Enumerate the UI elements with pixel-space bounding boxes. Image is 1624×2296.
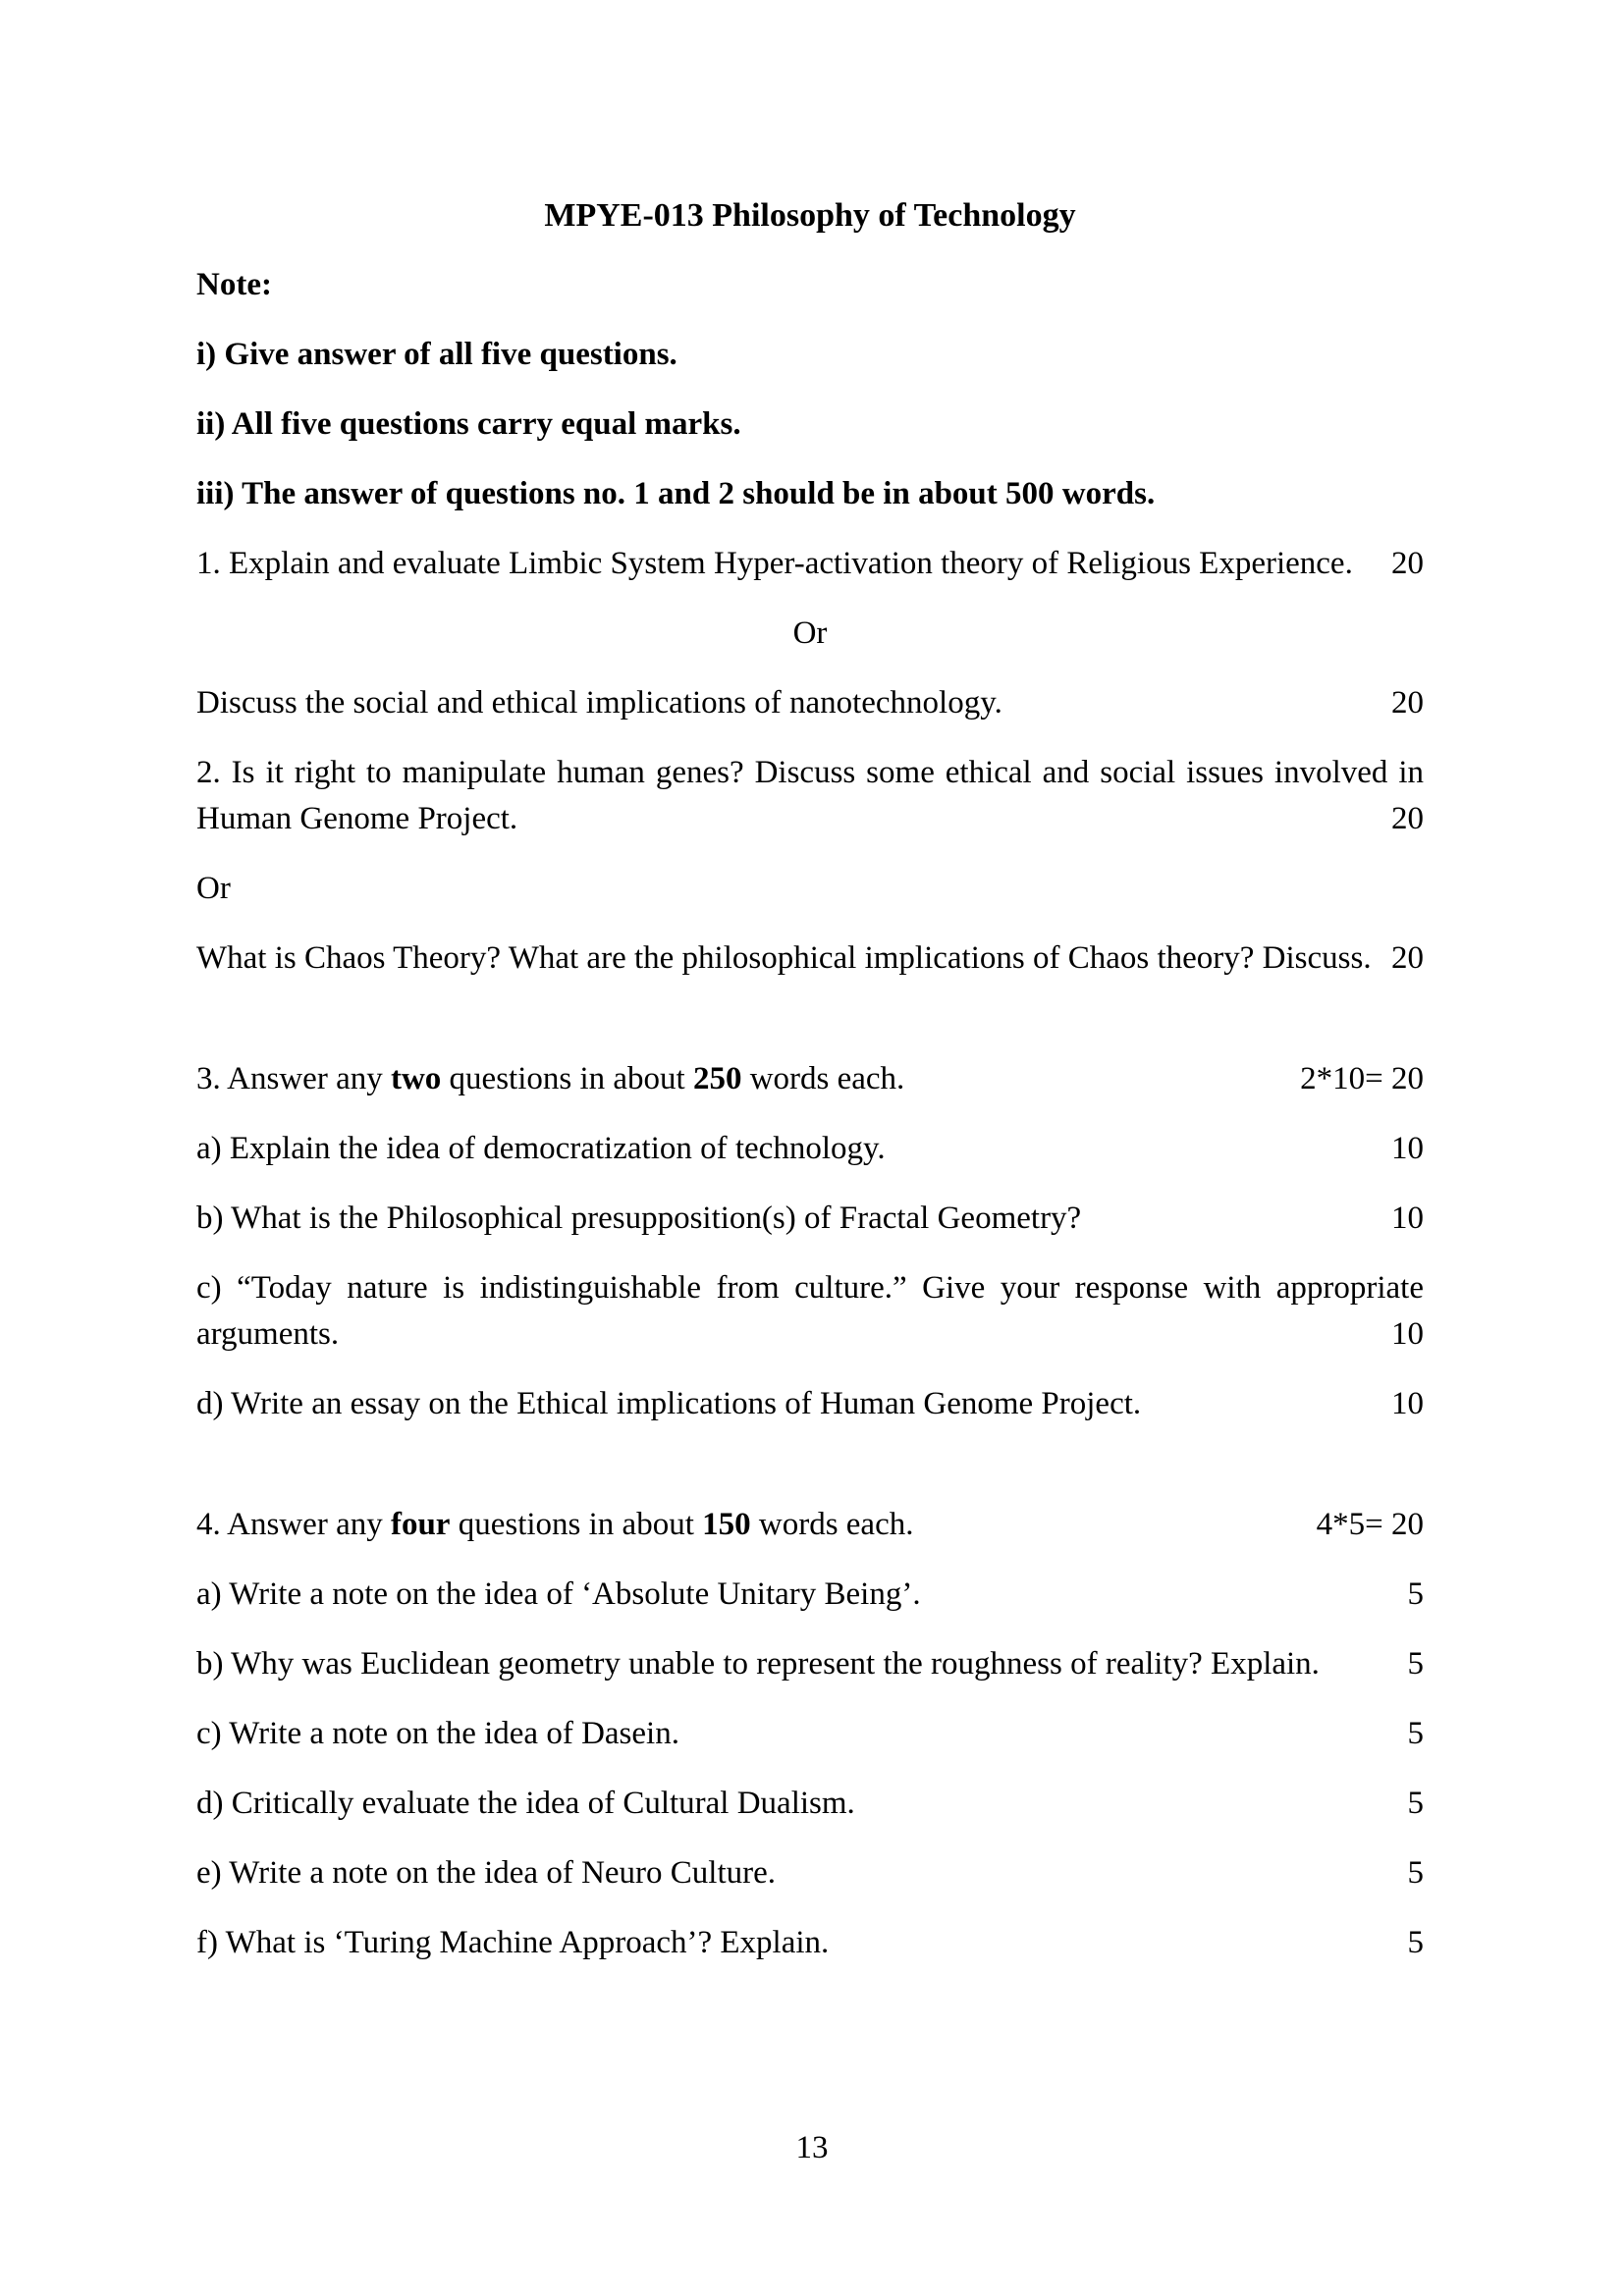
question-3-item-a-text: a) Explain the idea of democratization of technology.: [196, 1131, 886, 1166]
question-3-item-c-line1: c) “Today nature is indistinguishable from culture.” Give your response with appropriate: [196, 1270, 1424, 1306]
question-1-text: 1. Explain and evaluate Limbic System Hyper-activation theory of Religious Experience.: [196, 546, 1353, 581]
question-4-item-e: [196, 1850, 1424, 1896]
question-3-item-c: [196, 1265, 1424, 1358]
question-4-item-c-marks: 5: [1407, 1716, 1424, 1751]
question-3-item-a: [196, 1126, 1424, 1172]
question-3-item-b-text: b) What is the Philosophical presupposition(s) of Fractal Geometry?: [196, 1201, 1082, 1236]
question-1-marks: 20: [1391, 546, 1424, 581]
note-item-3: iii) The answer of questions no. 1 and 2 should be in about 500 words.: [196, 476, 1156, 511]
question-2-marks: 20: [1391, 801, 1424, 836]
note-item-2: ii) All five questions carry equal marks.: [196, 406, 741, 442]
question-3-item-d-text: d) Write an essay on the Ethical implications of Human Genome Project.: [196, 1386, 1142, 1421]
question-4-item-d: [196, 1781, 1424, 1827]
question-4-item-e-marks: 5: [1407, 1855, 1424, 1891]
question-4-item-d-marks: 5: [1407, 1786, 1424, 1821]
question-4-item-a-marks: 5: [1407, 1576, 1424, 1612]
question-2-alt-text: What is Chaos Theory? What are the philosophical implications of Chaos theory? Discuss.: [196, 940, 1372, 976]
question-4-item-b: [196, 1641, 1424, 1687]
question-4-item-a: [196, 1572, 1424, 1618]
question-4-item-f: [196, 1920, 1424, 1966]
question-1-alternative: [196, 680, 1424, 726]
question-3-item-b-marks: 10: [1391, 1201, 1424, 1236]
question-2-alternative: [196, 935, 1424, 982]
question-3-item-c-marks: 10: [1391, 1316, 1424, 1352]
or-divider-2: Or: [196, 871, 231, 906]
question-2-alt-marks: 20: [1391, 940, 1424, 976]
or-divider-1: Or: [792, 615, 828, 651]
question-2-line2: Human Genome Project.: [196, 801, 518, 836]
question-4-item-c-text: c) Write a note on the idea of Dasein.: [196, 1716, 679, 1751]
question-4-item-b-text: b) Why was Euclidean geometry unable to represent the roughness of reality? Explain.: [196, 1646, 1320, 1682]
question-4-header-text: 4. Answer any four questions in about 150 words each.: [196, 1507, 914, 1542]
question-4-item-a-text: a) Write a note on the idea of ‘Absolute Unitary Being’.: [196, 1576, 921, 1612]
question-4-item-f-marks: 5: [1407, 1925, 1424, 1960]
question-3-item-c-line2: arguments.: [196, 1316, 340, 1352]
question-3-item-d: [196, 1381, 1424, 1427]
question-1: [196, 541, 1424, 587]
question-3-item-b: [196, 1196, 1424, 1242]
question-4-item-d-text: d) Critically evaluate the idea of Cultural Dualism.: [196, 1786, 855, 1821]
question-4-marks: 4*5= 20: [1316, 1507, 1424, 1542]
question-3-item-a-marks: 10: [1391, 1131, 1424, 1166]
question-1-alt-text: Discuss the social and ethical implications of nanotechnology.: [196, 685, 1002, 721]
note-label: Note:: [196, 267, 272, 302]
question-1-alt-marks: 20: [1391, 685, 1424, 721]
question-4-item-c: [196, 1711, 1424, 1757]
question-2-line1: 2. Is it right to manipulate human genes? Discuss some ethical and social issues involved in: [196, 755, 1424, 790]
question-3-item-d-marks: 10: [1391, 1386, 1424, 1421]
question-4-item-f-text: f) What is ‘Turing Machine Approach’? Explain.: [196, 1925, 830, 1960]
question-2: [196, 750, 1424, 842]
question-4-item-b-marks: 5: [1407, 1646, 1424, 1682]
question-3-marks: 2*10= 20: [1300, 1061, 1424, 1096]
page-title: MPYE-013 Philosophy of Technology: [544, 197, 1076, 234]
question-4-item-e-text: e) Write a note on the idea of Neuro Culture.: [196, 1855, 777, 1891]
question-3-header-text: 3. Answer any two questions in about 250 words each.: [196, 1061, 905, 1096]
page-number: 13: [795, 2130, 829, 2165]
question-4-header: [196, 1502, 1424, 1548]
note-item-1: i) Give answer of all five questions.: [196, 337, 677, 372]
question-3-header: [196, 1056, 1424, 1102]
